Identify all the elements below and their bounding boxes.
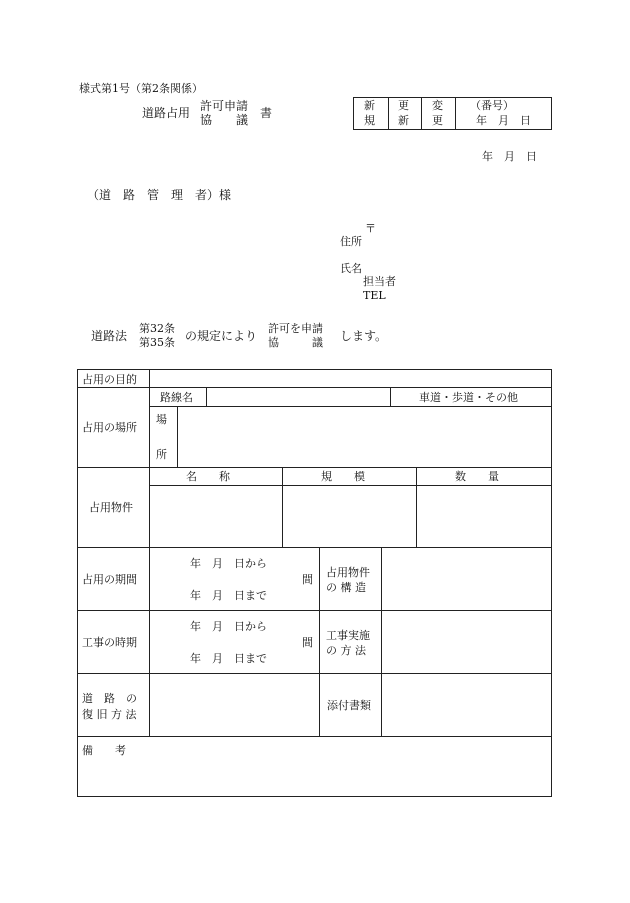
statement-suffix: します。 [340,329,388,343]
field-object-scale[interactable] [285,488,413,544]
col-scale-header: 規 模 [321,470,365,483]
road-type-options[interactable]: 車道・歩道・その他 [419,391,518,404]
label-objects: 占用物件 [89,501,133,514]
field-place[interactable] [180,409,548,464]
cell-new-top: 新 [364,99,375,112]
tel-label: TEL [363,289,386,302]
field-structure[interactable] [384,550,549,607]
statement-permit: 許可を申請 [268,322,323,335]
field-restore[interactable] [152,676,316,733]
number-label: （番号） [470,99,514,112]
statement-by-rule: の規定により [185,329,258,343]
period-from[interactable]: 年 月 日から [190,557,267,570]
number-date: 年 月 日 [476,114,531,127]
title-consult: 協 議 [200,113,249,127]
statement-consult: 協 議 [268,336,323,349]
label-remarks: 備 考 [82,744,126,757]
postal-mark: 〒 [365,222,376,235]
field-purpose[interactable] [152,371,548,385]
col-qty-header: 数 量 [455,470,499,483]
work-from[interactable]: 年 月 日から [190,620,267,633]
field-object-name[interactable] [152,488,279,544]
address-label: 住所 [340,235,362,248]
field-object-qty[interactable] [419,488,549,544]
label-period: 占用の期間 [82,573,137,586]
period-to[interactable]: 年 月 日まで [190,589,267,602]
cell-change-top: 変 [432,99,443,112]
label-method-1: 工事実施 [326,629,370,642]
label-sho: 所 [156,448,167,461]
period-kan: 間 [302,573,313,586]
work-kan: 間 [302,636,313,649]
statement-law: 道路法 [91,329,128,343]
cell-new-bottom: 規 [364,114,375,127]
label-attachments: 添付書類 [327,699,371,712]
work-to[interactable]: 年 月 日まで [190,652,267,665]
label-structure-1: 占用物件 [326,566,370,579]
addressee: （道 路 管 理 者）様 [87,188,232,202]
label-ba: 場 [156,413,167,426]
statement-art32: 第32条 [139,322,175,335]
label-route-name: 路線名 [160,391,193,404]
cell-renew-top: 更 [398,99,409,112]
name-label: 氏名 [340,262,362,275]
cell-renew-bottom: 新 [398,114,409,127]
form-number: 様式第1号（第2条関係） [79,82,203,95]
title-sho: 書 [260,106,273,120]
label-purpose: 占用の目的 [82,373,137,386]
field-method[interactable] [384,613,549,670]
label-work-period: 工事の時期 [82,636,137,649]
label-structure-2: の 構 造 [326,581,366,594]
statement-art35: 第35条 [139,336,175,349]
person-in-charge-label: 担当者 [363,275,396,288]
submission-date: 年 月 日 [482,150,537,163]
cell-change-bottom: 更 [432,114,443,127]
label-place: 占用の場所 [82,421,137,434]
field-attachments[interactable] [384,676,549,733]
field-remarks[interactable] [80,758,549,794]
field-route-name[interactable] [209,389,387,404]
label-restore-1: 道 路 の [82,692,137,705]
title-permit-request: 許可申請 [200,99,249,113]
label-method-2: の 方 法 [326,644,366,657]
label-restore-2: 復 旧 方 法 [82,708,137,721]
title-road-use: 道路占用 [142,106,191,120]
col-name-header: 名 称 [186,470,230,483]
